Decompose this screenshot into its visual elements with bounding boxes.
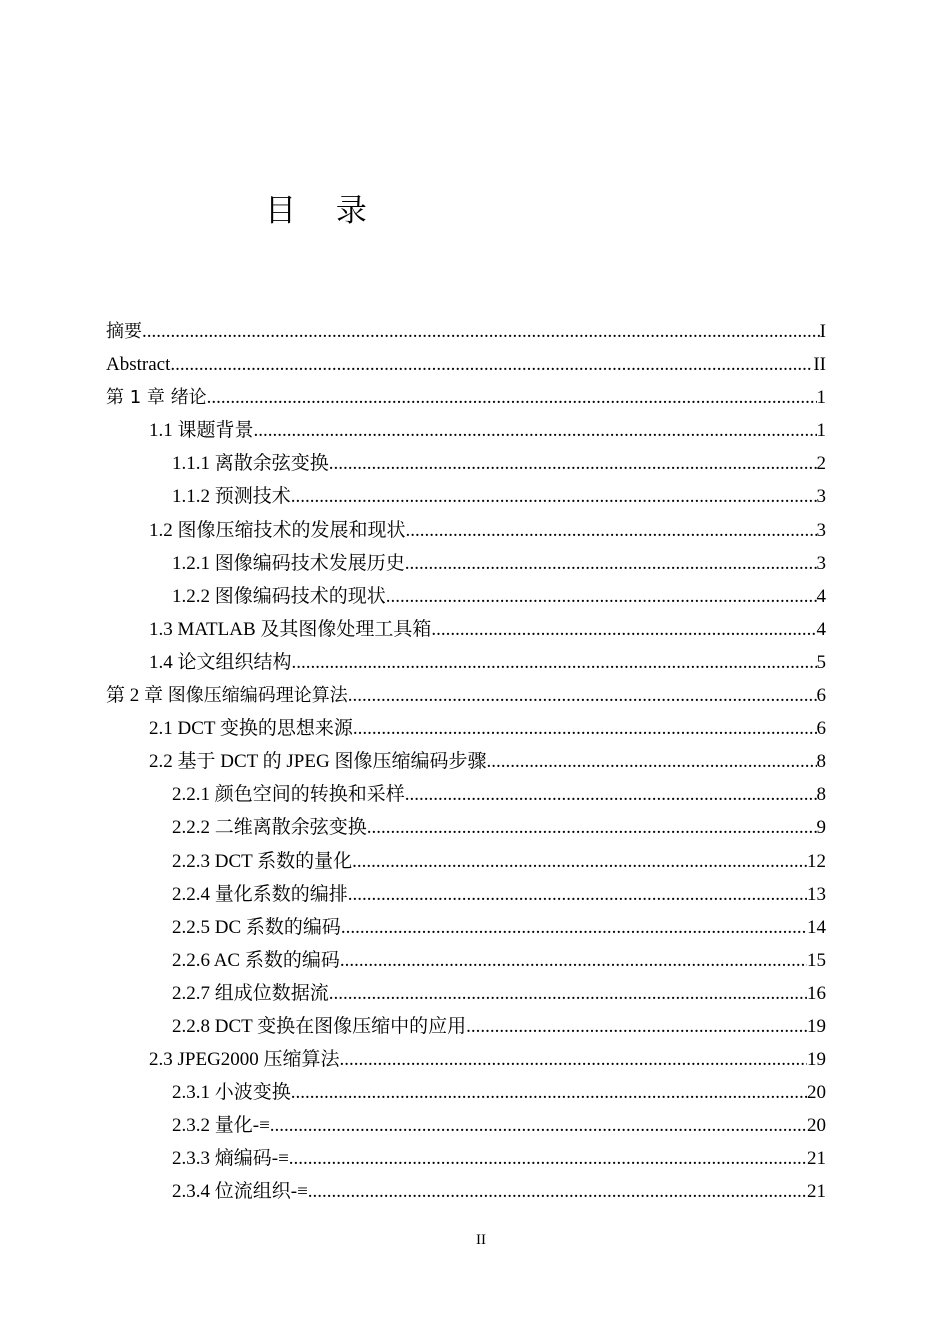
toc-entry-page: 3 [816, 519, 826, 541]
toc-dot-leader [340, 1043, 807, 1076]
toc-entry-label: 2.2 基于 DCT 的 JPEG 图像压缩编码步骤 [149, 751, 487, 773]
toc-dot-leader [486, 745, 816, 778]
toc-entry-page: 3 [816, 552, 826, 574]
toc-entry-section-1-2[interactable] [106, 514, 826, 547]
toc-entry-page: 19 [807, 1049, 826, 1071]
toc-entry-section-1-2-2[interactable] [106, 580, 826, 613]
toc-chapter-title: 图像压缩编码理论算法 [167, 685, 348, 707]
toc-entry-section-2-3[interactable] [106, 1043, 826, 1076]
toc-dot-leader [291, 1076, 807, 1109]
toc-dot-leader [291, 480, 817, 513]
toc-entry-section-2-2[interactable] [106, 745, 826, 778]
toc-entry-label: 1.1.2 预测技术 [172, 486, 291, 508]
toc-entry-page: 14 [807, 916, 826, 938]
footer-page-number: II [476, 1232, 486, 1248]
toc-entry-label: 1.1 课题背景 [149, 420, 254, 442]
toc-entry-abstract-cn[interactable] [106, 315, 826, 348]
toc-entry-page: 8 [816, 751, 826, 773]
toc-entry-page: 13 [807, 883, 826, 905]
toc-entry-section-2-2-4[interactable] [106, 878, 826, 911]
toc-chapter-number: 第 2 章 [106, 685, 168, 707]
toc-entry-label: 2.2.7 组成位数据流 [172, 982, 329, 1004]
toc-dot-leader [270, 1109, 807, 1142]
toc-entry-label: 2.2.2 二维离散余弦变换 [172, 817, 367, 839]
toc-entry-label: 1.2 图像压缩技术的发展和现状 [149, 519, 406, 541]
toc-entry-label: 第 1 章 绪论 [106, 387, 207, 409]
toc-entry-page: 8 [816, 784, 826, 806]
toc-entry-section-2-2-2[interactable] [106, 811, 826, 844]
toc-entry-page: 1 [816, 420, 826, 442]
toc-dot-leader [405, 778, 817, 811]
toc-entry-page: 6 [816, 718, 826, 740]
toc-entry-label: 2.2.1 颜色空间的转换和采样 [172, 784, 405, 806]
toc-entry-page: 6 [816, 685, 826, 707]
toc-dot-leader [353, 712, 817, 745]
toc-entry-page: 9 [816, 817, 826, 839]
toc-entry-page: 20 [807, 1082, 826, 1104]
toc-dot-leader [329, 447, 817, 480]
toc-entry-label: 2.2.6 AC 系数的编码 [172, 949, 340, 971]
toc-dot-leader [405, 547, 817, 580]
toc-dot-leader [348, 679, 817, 712]
toc-dot-leader [329, 977, 807, 1010]
toc-entry-label: 2.3.2 量化-≡ [172, 1115, 270, 1137]
toc-entry-section-2-3-1[interactable] [106, 1076, 826, 1109]
toc-entry-section-2-3-2[interactable] [106, 1109, 826, 1142]
toc-dot-leader [170, 348, 813, 381]
toc-entry-page: 5 [816, 651, 826, 673]
toc-entry-section-1-4[interactable] [106, 646, 826, 679]
toc-dot-leader [289, 1142, 807, 1175]
toc-dot-leader [254, 414, 817, 447]
toc-entry-label: 1.1.1 离散余弦变换 [172, 453, 329, 475]
toc-entry-label [106, 679, 348, 712]
toc-dot-leader [341, 911, 807, 944]
toc-entry-page: 21 [807, 1148, 826, 1170]
toc-dot-leader [308, 1175, 807, 1208]
toc-entry-section-1-1[interactable] [106, 414, 826, 447]
toc-entry-page: I [819, 321, 826, 342]
toc-entry-section-2-3-3[interactable] [106, 1142, 826, 1175]
toc-entry-label: 2.3.1 小波变换 [172, 1082, 291, 1104]
toc-entry-page: 19 [807, 1015, 826, 1037]
toc-entry-section-2-3-4[interactable] [106, 1175, 826, 1208]
toc-entry-abstract-en[interactable] [106, 348, 826, 381]
page-footer [0, 1230, 950, 1250]
toc-entry-label: 2.2.4 量化系数的编排 [172, 883, 348, 905]
toc-dot-leader [142, 315, 820, 348]
toc-dot-leader [352, 845, 807, 878]
toc-entry-chapter-1[interactable] [106, 381, 826, 414]
toc-dot-leader [207, 381, 817, 414]
toc-entry-section-2-2-3[interactable] [106, 845, 826, 878]
toc-entry-page: 20 [807, 1115, 826, 1137]
toc-entry-section-2-2-8[interactable] [106, 1010, 826, 1043]
toc-entry-section-1-1-1[interactable] [106, 447, 826, 480]
toc-entry-label: 1.2.2 图像编码技术的现状 [172, 585, 386, 607]
toc-entry-page: 21 [807, 1181, 826, 1203]
toc-dot-leader [386, 580, 817, 613]
toc-entry-page: 2 [816, 453, 826, 475]
table-of-contents [106, 315, 826, 1209]
toc-dot-leader [348, 878, 807, 911]
toc-entry-label: 2.3.3 熵编码-≡ [172, 1148, 289, 1170]
toc-entry-page: 16 [807, 982, 826, 1004]
toc-entry-section-1-1-2[interactable] [106, 480, 826, 513]
toc-entry-label: 1.3 MATLAB 及其图像处理工具箱 [149, 618, 432, 640]
page-title: 目 录 [265, 193, 382, 229]
toc-entry-section-2-2-7[interactable] [106, 977, 826, 1010]
toc-entry-label: 2.3 JPEG2000 压缩算法 [149, 1049, 340, 1071]
toc-entry-section-2-1[interactable] [106, 712, 826, 745]
toc-entry-section-2-2-1[interactable] [106, 778, 826, 811]
toc-entry-page: 15 [807, 949, 826, 971]
toc-entry-section-1-2-1[interactable] [106, 547, 826, 580]
toc-dot-leader [367, 811, 817, 844]
toc-entry-page: 12 [807, 850, 826, 872]
toc-dot-leader [466, 1010, 807, 1043]
toc-entry-label: 摘要 [106, 321, 142, 342]
toc-entry-label: 2.2.3 DCT 系数的量化 [172, 850, 353, 872]
toc-entry-page: II [813, 354, 826, 376]
toc-dot-leader [340, 944, 807, 977]
toc-dot-leader [431, 613, 816, 646]
toc-entry-page: 4 [816, 585, 826, 607]
toc-entry-label: 1.4 论文组织结构 [149, 651, 292, 673]
toc-entry-section-1-3[interactable] [106, 613, 826, 646]
toc-entry-label: 2.2.5 DC 系数的编码 [172, 916, 341, 938]
toc-dot-leader [292, 646, 817, 679]
toc-entry-section-2-2-5[interactable] [106, 911, 826, 944]
toc-dot-leader [406, 514, 817, 547]
toc-entry-label: 2.3.4 位流组织-≡ [172, 1181, 308, 1203]
toc-entry-chapter-2[interactable] [106, 679, 826, 712]
toc-entry-label: 1.2.1 图像编码技术发展历史 [172, 552, 405, 574]
toc-entry-section-2-2-6[interactable] [106, 944, 826, 977]
toc-entry-page: 3 [816, 486, 826, 508]
toc-entry-page: 4 [816, 618, 826, 640]
toc-entry-label: Abstract [106, 354, 171, 376]
toc-entry-label: 2.2.8 DCT 变换在图像压缩中的应用 [172, 1015, 467, 1037]
toc-entry-label: 2.1 DCT 变换的思想来源 [149, 718, 353, 740]
toc-entry-page: 1 [816, 387, 826, 409]
